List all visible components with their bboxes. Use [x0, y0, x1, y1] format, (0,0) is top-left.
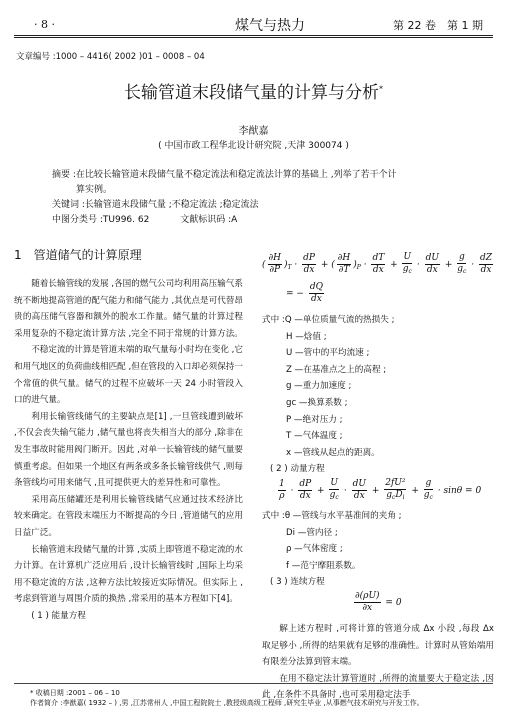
- author-bio: 作者简介 :李猷嘉( 1932 – ) ,男 ,江苏常州人 ,中国工程院院士 ,教授级高级工程师 ,研究生毕业 ,从事燃气技术研究与开发工作。: [30, 699, 424, 707]
- section-heading: 1 管道储气的计算原理: [14, 248, 142, 262]
- paper-title: 长输管道末段储气量的计算与分析*: [124, 83, 383, 103]
- affiliation: ( 中国市政工程华北设计研究院 ,天津 300074 ): [158, 141, 349, 151]
- var-gc: gc —换算系数 ;: [286, 397, 348, 408]
- paragraph: 在用不稳定法计算管道时 ,所得的流量要大于稳定法 ,因此 ,在条件不具备时 ,也可采用稳定法手: [262, 673, 494, 701]
- where-q: 式中 :Q —单位质量气流的热损失 ;: [262, 315, 395, 325]
- var-f: f —范宁摩阻系数。: [286, 560, 361, 571]
- right-column: [262, 252, 494, 704]
- keywords: 关键词 :长输管道末段储气量 ;不稳定流法 ;稳定流法: [52, 200, 259, 210]
- momentum-equation: $\frac{1}{\rho}$ · $\frac{dP}{dx}$ + $\frac{U}{g_c}$ · $\frac{dU}{dx}$ + $\frac{\text{2fU²}}{g_cD_i}$ + $\frac{g}{g_c}$ · sinθ = 0: [279, 477, 482, 501]
- paragraph: 不稳定流的计算是管道末端的取气量每小时均在变化 ,它和用气地区的负荷曲线相匹配 ,但在管段的入口却必须保持一个常值的供气量。储气的过程不应破坏一天 24 小时管段入口的进气量。: [14, 345, 243, 406]
- abstract-line-1: 摘要 :在比较长输管道末段储气量不稳定流法和稳定流法计算的基础上 ,列举了若干个计: [52, 170, 397, 180]
- classification-line: [52, 213, 477, 228]
- title-footnote-mark: *: [379, 84, 383, 94]
- var-rho: ρ —气体密度 ;: [286, 544, 343, 555]
- energy-equation: ( $\frac{\partial H}{\partial P}$ )$_T$ · $\frac{dP}{dx}$ + ( $\frac{\partial H}{\partial T}$ )$_P$ · $\frac{dT}{dx}$ + $\frac{U}{g_c}$ · $\frac{dU}{dx}$ + $\frac{g}{g_c}$ · $\frac{dZ}{dx}$: [262, 252, 493, 275]
- received-date: * 收稿日期 :2001 – 06 – 10: [30, 689, 120, 697]
- running-header: [14, 10, 493, 36]
- article-number: 文章编号 :1000 – 4416( 2002 )01 – 0008 – 04: [16, 52, 205, 62]
- page-number: · 8 ·: [34, 18, 55, 31]
- var-g: g —重力加速度 ;: [286, 381, 352, 392]
- document-code: 文献标识码 :A: [180, 215, 238, 225]
- continuity-equation: $\frac{\partial(\rho U)}{\partial x}$ = 0: [355, 590, 402, 613]
- var-t: T —气体温度 ;: [286, 431, 343, 442]
- clc-number: 中图分类号 :TU996. 62: [52, 215, 150, 225]
- volume-issue: 第 22 卷 第 1 期: [393, 19, 483, 32]
- subheading: ( 3 ) 连续方程: [270, 577, 325, 588]
- abstract: [52, 168, 477, 228]
- var-d: Di —管内径 ;: [286, 527, 338, 538]
- paragraph: 利用长输管线储气的主要缺点是[1] ,一旦管线遭到破坏 ,不仅会丧失输气能力 ,储气量也将丧失相当大的部分 ,除非在发生事故时能用阀门断开。因此 ,对单一长输管线的储气量要慎重考虑。但如果一个地区有两条或多条长输管线供气 ,则每条管线均可用来储气 ,且可提供更大的差异性和可靠性。: [14, 411, 243, 489]
- var-u: U —管中的平均流速 ;: [286, 348, 370, 359]
- paragraph: 随着长输管线的发展 ,各国的燃气公司均利用高压输气系统不断地提高管道的配气能力和储气能力 ,其优点是可代替昂贵的高压储气容器和额外的脱水工作量。储气量的计算过程采用复杂的不稳定流计算方法 ,完全不同于常规的计算方法。: [14, 279, 243, 339]
- left-column: [14, 276, 243, 624]
- footnote: [14, 683, 493, 708]
- journal-name: 煤气与热力: [235, 18, 305, 34]
- header-rule: [14, 37, 493, 38]
- energy-equation-rhs: = − $\frac{dQ}{dx}$: [286, 282, 323, 304]
- paragraph: 解上述方程时 ,可将计算的管道分成 Δx 小段 ,每段 Δx 取足够小 ,所得的结果就有足够的准确性。计算时从管始端用有限差分法算到管末端。: [262, 623, 494, 668]
- subheading: ( 2 ) 动量方程: [270, 464, 325, 475]
- var-h: H —焓值 ;: [286, 331, 327, 342]
- var-x: x —管线从起点的距离。: [286, 447, 380, 458]
- subheading: ( 1 ) 能量方程: [31, 610, 86, 621]
- abstract-line-2: 算实例。: [76, 185, 113, 195]
- var-z: Z —在基准点之上的高程 ;: [286, 364, 387, 375]
- var-p: P —绝对压力 ;: [286, 414, 343, 425]
- paragraph: 长输管道末段储气量的计算 ,实质上即管道不稳定流的水力计算。在计算机广泛应用后 ,设计长输管线时 ,国际上均采用不稳定流的方法 ,这种方法比较接近实际情况。但实际上 ,考虑到管道与周围介质的换热 ,常采用的基本方程如下[4]。: [14, 544, 243, 605]
- author: 李猷嘉: [238, 126, 269, 137]
- where-theta: 式中 :θ —管线与水平基准间的夹角 ;: [262, 510, 402, 521]
- paragraph: 采用高压储罐还是利用长输管线储气应通过技术经济比较来确定。在管段末端压力不断提高的今日 ,管道储气的应用日益广泛。: [14, 494, 243, 538]
